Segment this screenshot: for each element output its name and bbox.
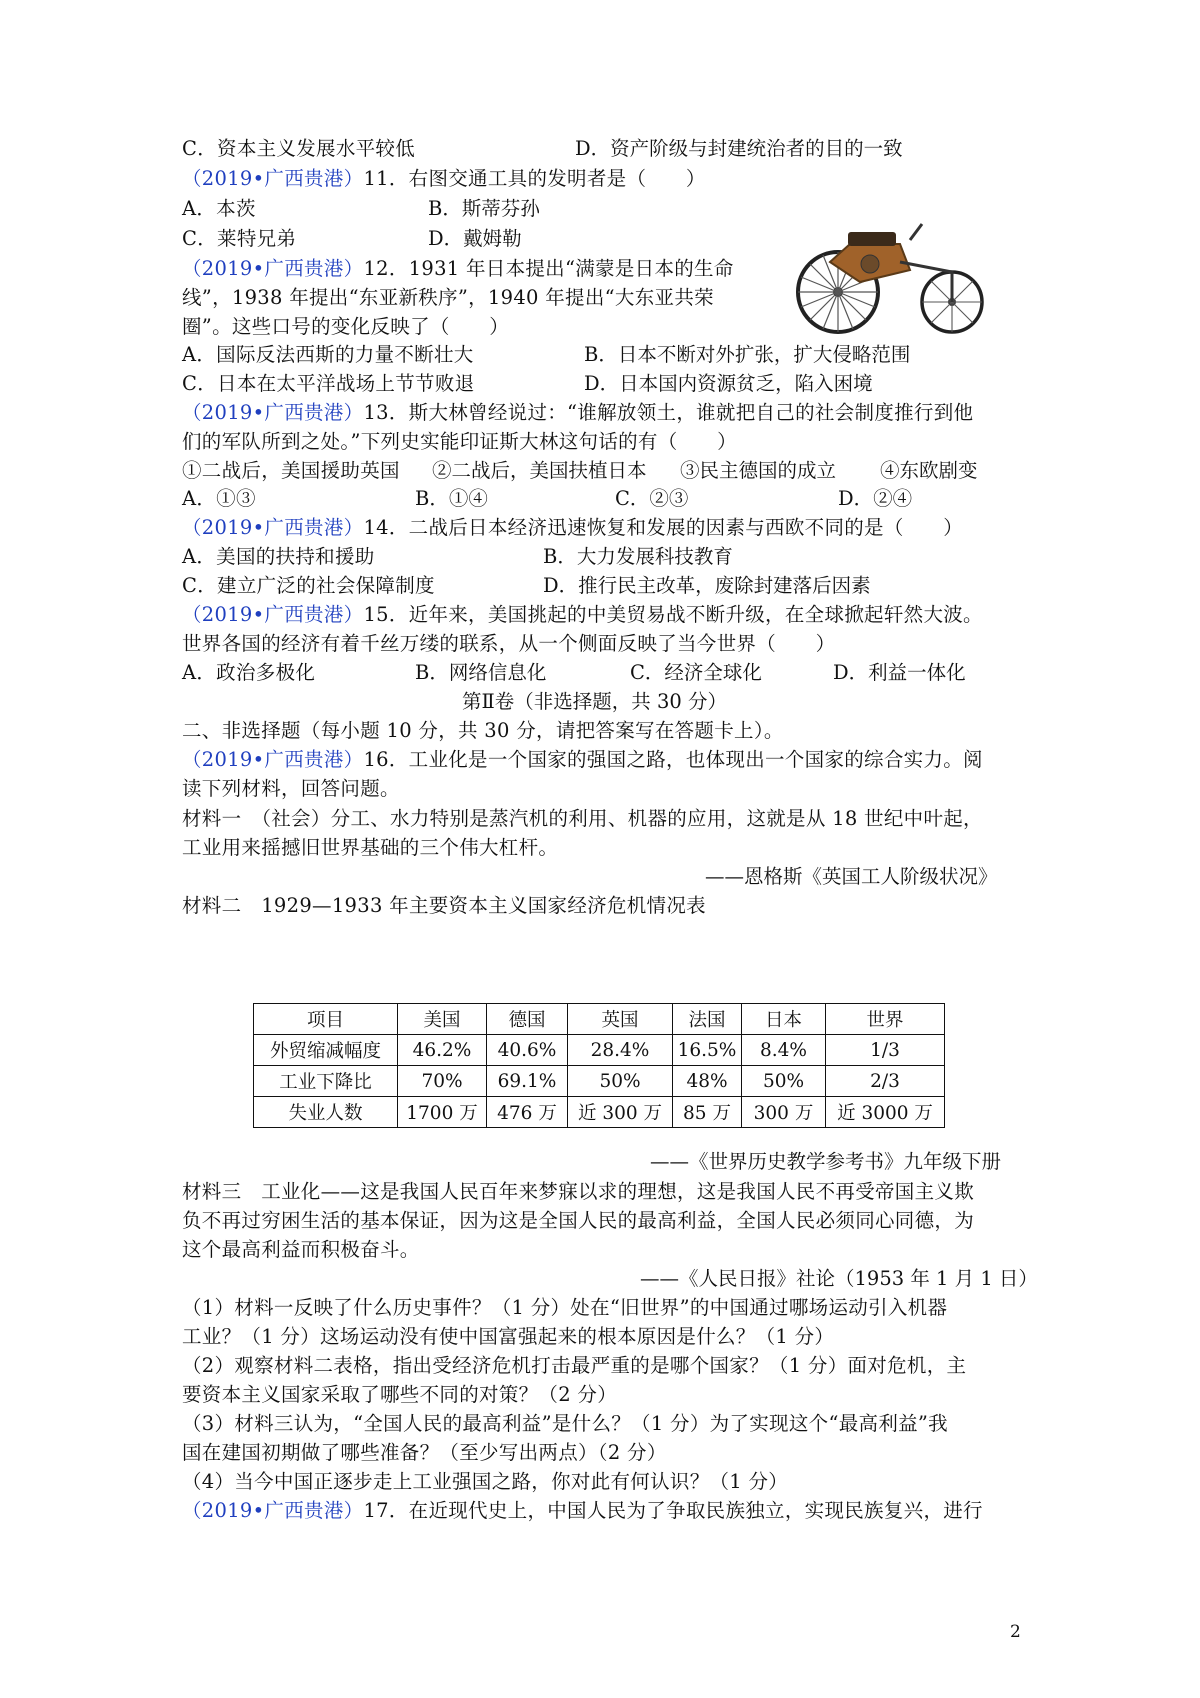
q10-options-cd: C．资本主义发展水平较低 <box>182 137 416 160</box>
subquestion-2-line2: 要资本主义国家采取了哪些不同的对策？（2 分） <box>182 1383 618 1406</box>
q11-option-b: B．斯蒂芬孙 <box>428 197 540 220</box>
table-cell: 476 万 <box>487 1097 568 1128</box>
subquestion-3-line2: 国在建国初期做了哪些准备？（至少写出两点）（2 分） <box>182 1441 667 1464</box>
subquestion-1-line2: 工业？（1 分）这场运动没有使中国富强起来的根本原因是什么？（1 分） <box>182 1325 835 1348</box>
part2-title: 第Ⅱ卷（非选择题，共 30 分） <box>462 690 727 713</box>
q14-option-c: C．建立广泛的社会保障制度 <box>182 574 435 597</box>
q15-option-a: A．政治多极化 <box>182 661 316 684</box>
q13-item-2: ②二战后，美国扶植日本 <box>432 459 647 482</box>
subquestion-4: （4）当今中国正逐步走上工业强国之路，你对此有何认识？（1 分） <box>182 1470 789 1493</box>
table-cell: 85 万 <box>673 1097 742 1128</box>
material2-citation: ——《世界历史教学参考书》九年级下册 <box>650 1150 1002 1173</box>
q13-option-a: A．①③ <box>182 487 256 510</box>
table-cell: 70% <box>398 1066 487 1097</box>
q16-line2: 读下列材料，回答问题。 <box>182 777 400 800</box>
table-cell: 69.1% <box>487 1066 568 1097</box>
material3-citation: ——《人民日报》社论（1953 年 1 月 1 日） <box>640 1267 1038 1290</box>
q15-option-c: C．经济全球化 <box>630 661 762 684</box>
table-header: 美国 <box>398 1004 487 1035</box>
table-cell: 工业下降比 <box>254 1066 398 1097</box>
q15-line2: 世界各国的经济有着千丝万缕的联系，从一个侧面反映了当今世界（ ） <box>182 632 836 655</box>
q17-source: （2019•广西贵港） <box>182 1499 364 1522</box>
material1-citation: ——恩格斯《英国工人阶级状况》 <box>705 865 998 888</box>
q17-line1: （2019•广西贵港）17．在近现代史上，中国人民为了争取民族独立，实现民族复兴，进行 <box>182 1499 983 1522</box>
table-header-row <box>254 1004 945 1035</box>
table-cell: 50% <box>568 1066 673 1097</box>
table-cell: 28.4% <box>568 1035 673 1066</box>
benz-motorwagen-image <box>790 222 990 340</box>
page-number: 2 <box>1010 1622 1021 1642</box>
subquestion-2-line1: （2）观察材料二表格，指出受经济危机打击最严重的是哪个国家？（1 分）面对危机，主 <box>182 1354 967 1377</box>
q11-source: （2019•广西贵港） <box>182 167 364 190</box>
table-cell: 300 万 <box>742 1097 826 1128</box>
table-cell: 外贸缩减幅度 <box>254 1035 398 1066</box>
table-cell: 40.6% <box>487 1035 568 1066</box>
part2-instruction: 二、非选择题（每小题 10 分，共 30 分，请把答案写在答题卡上）。 <box>182 719 784 742</box>
table-header: 项目 <box>254 1004 398 1035</box>
material2-title: 材料二 1929—1933 年主要资本主义国家经济危机情况表 <box>182 894 706 917</box>
q15-source: （2019•广西贵港） <box>182 603 364 626</box>
q14-source: （2019•广西贵港） <box>182 516 364 539</box>
q12-option-c: C．日本在太平洋战场上节节败退 <box>182 372 475 395</box>
subquestion-3-line1: （3）材料三认为，“全国人民的最高利益”是什么？（1 分）为了实现这个“最高利益”我 <box>182 1412 948 1435</box>
table-cell: 近 3000 万 <box>826 1097 945 1128</box>
table-cell: 1700 万 <box>398 1097 487 1128</box>
material1-line2: 工业用来摇撼旧世界基础的三个伟大杠杆。 <box>182 836 559 859</box>
table-row <box>254 1035 945 1066</box>
table-header: 法国 <box>673 1004 742 1035</box>
q16-source: （2019•广西贵港） <box>182 748 364 771</box>
q13-line2: 们的军队所到之处。”下列史实能印证斯大林这句话的有（ ） <box>182 430 737 453</box>
q15-line1: （2019•广西贵港）15．近年来，美国挑起的中美贸易战不断升级，在全球掀起轩然大波。 <box>182 603 983 626</box>
table-cell: 8.4% <box>742 1035 826 1066</box>
table-row <box>254 1066 945 1097</box>
material1-line1: 材料一 （社会）分工、水力特别是蒸汽机的利用、机器的应用，这就是从 18 世纪中叶起， <box>182 807 983 830</box>
q10-option-d: D．资产阶级与封建统治者的目的一致 <box>575 137 903 160</box>
q13-item-3: ③民主德国的成立 <box>680 459 837 482</box>
table-cell: 46.2% <box>398 1035 487 1066</box>
table-cell: 失业人数 <box>254 1097 398 1128</box>
q14-option-a: A．美国的扶持和援助 <box>182 545 375 568</box>
q11-option-d: D．戴姆勒 <box>428 227 522 250</box>
material3-line1: 材料三 工业化——这是我国人民百年来梦寐以求的理想，这是我国人民不再受帝国主义欺 <box>182 1180 975 1203</box>
material3-line3: 这个最高利益而积极奋斗。 <box>182 1238 420 1261</box>
q13-option-d: D．②④ <box>838 487 913 510</box>
q12-line3: 圈”。这些口号的变化反映了（ ） <box>182 315 510 338</box>
material3-line2: 负不再过穷困生活的基本保证，因为这是全国人民的最高利益，全国人民必须同心同德，为 <box>182 1209 975 1232</box>
q11-option-a: A．本茨 <box>182 197 256 220</box>
q12-line1: （2019•广西贵港）12．1931 年日本提出“满蒙是日本的生命 <box>182 257 734 280</box>
q13-line1: （2019•广西贵港）13．斯大林曾经说过：“谁解放领土，谁就把自己的社会制度推行到他 <box>182 401 974 424</box>
table-cell: 2/3 <box>826 1066 945 1097</box>
crisis-table <box>253 1003 945 1128</box>
q12-option-b: B．日本不断对外扩张，扩大侵略范围 <box>584 343 911 366</box>
q14-option-b: B．大力发展科技教育 <box>543 545 733 568</box>
table-cell: 1/3 <box>826 1035 945 1066</box>
table-cell: 近 300 万 <box>568 1097 673 1128</box>
table-row <box>254 1097 945 1128</box>
table-header: 日本 <box>742 1004 826 1035</box>
q12-option-d: D．日本国内资源贫乏，陷入困境 <box>584 372 873 395</box>
q13-item-4: ④东欧剧变 <box>880 459 978 482</box>
q14-option-d: D．推行民主改革，废除封建落后因素 <box>543 574 871 597</box>
q11-stem: （2019•广西贵港）11．右图交通工具的发明者是（ ） <box>182 167 706 190</box>
q11-option-c: C．莱特兄弟 <box>182 227 297 250</box>
q14-stem: （2019•广西贵港）14．二战后日本经济迅速恢复和发展的因素与西欧不同的是（ ） <box>182 516 964 539</box>
table-header: 英国 <box>568 1004 673 1035</box>
q12-option-a: A．国际反法西斯的力量不断壮大 <box>182 343 474 366</box>
table-cell: 16.5% <box>673 1035 742 1066</box>
table-cell: 48% <box>673 1066 742 1097</box>
q12-line2: 线”，1938 年提出“东亚新秩序”，1940 年提出“大东亚共荣 <box>182 286 714 309</box>
q13-option-c: C．②③ <box>615 487 689 510</box>
q12-source: （2019•广西贵港） <box>182 257 364 280</box>
q15-option-b: B．网络信息化 <box>415 661 547 684</box>
table-cell: 50% <box>742 1066 826 1097</box>
q16-line1: （2019•广西贵港）16．工业化是一个国家的强国之路，也体现出一个国家的综合实力。阅 <box>182 748 983 771</box>
table-header: 世界 <box>826 1004 945 1035</box>
q13-source: （2019•广西贵港） <box>182 401 364 424</box>
q13-item-1: ①二战后，美国援助英国 <box>182 459 400 482</box>
q15-option-d: D．利益一体化 <box>833 661 966 684</box>
q13-option-b: B．①④ <box>415 487 488 510</box>
subquestion-1-line1: （1）材料一反映了什么历史事件？（1 分）处在“旧世界”的中国通过哪场运动引入机器 <box>182 1296 948 1319</box>
table-header: 德国 <box>487 1004 568 1035</box>
